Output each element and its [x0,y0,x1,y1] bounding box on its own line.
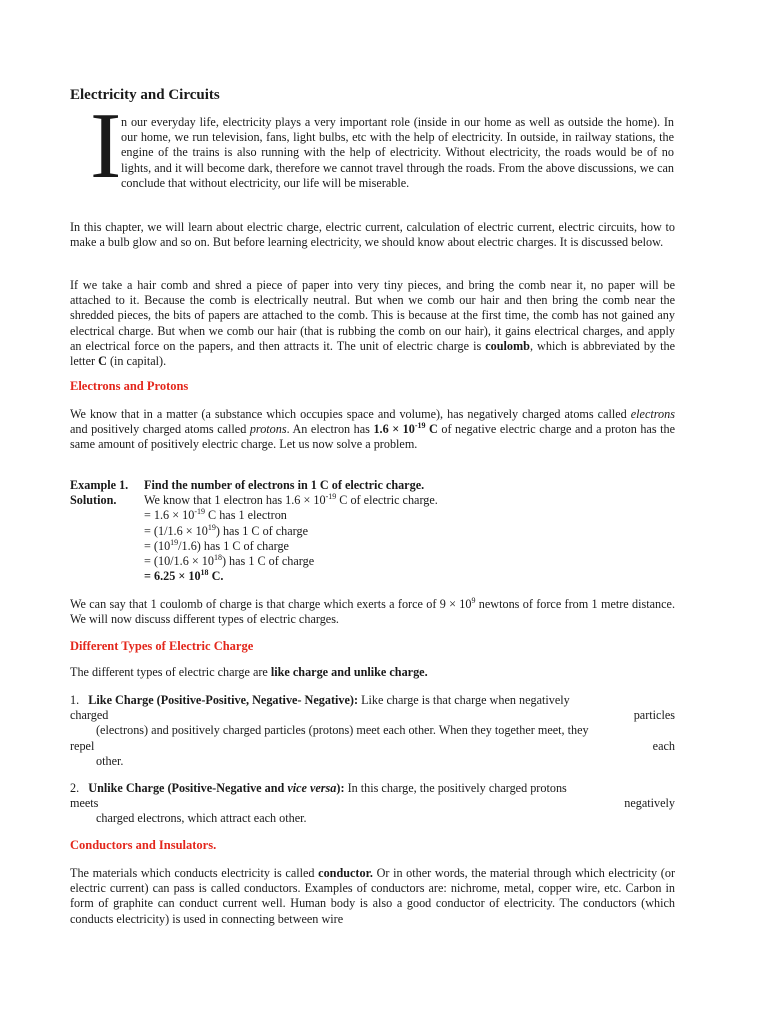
paragraph-chapter-overview: In this chapter, we will learn about electric charge, electric current, calculation of electric current, electric circuits, how to make a bulb glow and so on. But before learning electricity, we should know about electric charges. It is discussed below. [70,220,675,250]
solution-line-5: = $(10/1.6 \times 10^{18})$ has 1 C of charge [144,552,315,569]
list-item-like-line-4: repel each [70,738,675,753]
list-item-unlike-charge [70,781,675,827]
solution-row [70,493,675,508]
heading-conductors-insulators: Conductors and Insulators. [70,838,217,852]
example-question: Find the number of electrons in 1 C of electric charge. [144,478,425,492]
solution-line-2: = $1.6 \times 10^{-19}$ C has 1 electron [144,507,287,523]
solution-line-1: We know that 1 electron has $1.6 \times 10^{-19}$ C of electric charge. [144,492,438,508]
list-item-like-line-2: charged particles [70,708,675,723]
solution-label: Solution. [70,493,117,508]
intro-paragraph: n our everyday life, electricity plays a very important role (inside in our home as well as outside the home). In our home, we run television, fans, light bulbs, etc with the help of electricity. In outside, in railway stations, the engine of the trains is also running with the help of electricity. Without electricity, the roads would be of no lights, and it will become dark, therefore we cannot travel through the roads. From the above discussions, we can conclude that without electricity, our life will be miserable. [121,115,674,190]
list-item-like-line-5: other. [96,753,124,768]
paragraph-types-intro: The different types of electric charge are like charge and unlike charge. [70,665,428,679]
paragraph-comb-experiment: If we take a hair comb and shred a piece of paper into very tiny pieces, and bring the comb near it, no paper will be attached to it. Because the comb is electrically neutral. But when we comb our hair and then bring the comb near the shredded pieces, the bits of papers are attached to the comb. This is because at the first time, the comb has not gained any electrical charge. But when we comb our hair (that is rubbing the comb on our hair), it gains electrical charges, and apply an electrical force on the papers, and then attracts it. The unit of electric charge is coulomb, which is abbreviated by the letter C (in capital). [70,278,675,369]
list-item-unlike-line-1: 2. Unlike Charge (Positive-Negative and vice versa): In this charge, the positively charged protons [70,781,567,795]
example-block [70,478,675,584]
paragraph-coulomb-definition: We can say that 1 coulomb of charge is that charge which exerts a force of $9 \times 10^9$ newtons of force from 1 metre distance. We will now discuss different types of electric charges. [70,595,675,627]
list-item-like-line-1: 1. Like Charge (Positive-Positive, Negative- Negative): Like charge is that charge when negatively [70,693,570,707]
list-item-like-line-3: (electrons) and positively charged particles (protons) meet each other. When they together meet, they [96,723,589,738]
heading-types-of-charge: Different Types of Electric Charge [70,639,254,653]
solution-line-3: = $(1/1.6 \times 10^{19})$ has 1 C of charge [144,522,309,538]
example-question-row [70,478,675,493]
paragraph-electrons-protons: We know that in a matter (a substance which occupies space and volume), has negatively charged atoms called electrons and positively charged atoms called protons. An electron has $1.6 \times 10^{-19}$ C of negative electric charge and a proton has the same amount of positively electric charge. Let us now solve a problem. [70,407,675,452]
solution-answer: = $6.25 \times 10^{18}$ C. [144,568,224,584]
drop-cap: I [90,94,122,198]
heading-electrons-protons: Electrons and Protons [70,379,189,393]
example-label: Example 1. [70,478,129,492]
list-item-unlike-line-2: meets negatively [70,796,675,811]
paragraph-conductors: The materials which conducts electricity is called conductor. Or in other words, the material through which electricity (or electric current) can pass is called conductors. Examples of conductors are: nichrome, metal, copper wire, etc. Carbon in form of graphite can conduct current well. Human body is also a good conductor of electricity. The conductors (which conducts electricity) is used in connecting between wire [70,866,675,926]
page-title: Electricity and Circuits [70,87,220,103]
solution-line-4: = $(10^{19}/1.6)$ has 1 C of charge [144,537,289,553]
list-item-like-charge [70,693,675,769]
list-item-unlike-line-3: charged electrons, which attract each other. [96,811,307,826]
